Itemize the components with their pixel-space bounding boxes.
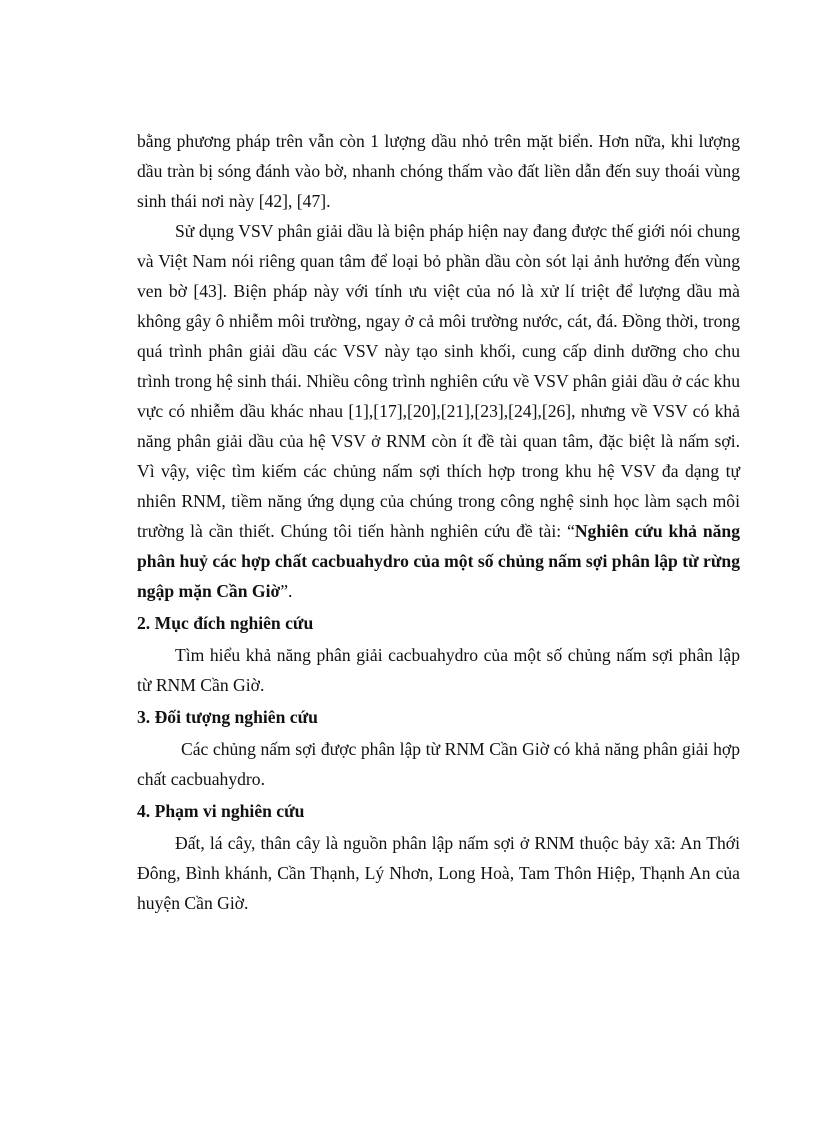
section-body-subjects: Các chủng nấm sợi được phân lập từ RNM Cần Giờ có khả năng phân giải hợp chất cacbuahydro. xyxy=(137,739,740,789)
paragraph-research-rationale xyxy=(137,216,740,606)
rationale-closing-quote: ”. xyxy=(280,581,293,601)
section-heading-scope: 4. Phạm vi nghiên cứu xyxy=(137,801,305,821)
thesis-title: Nghiên cứu khả năng phân huỷ các hợp chất cacbuahydro của một số chủng nấm sợi phân lập từ rừng ngập mặn Cần Giờ xyxy=(137,521,740,601)
rationale-text: Sử dụng VSV phân giải dầu là biện pháp hiện nay đang được thế giới nói chung và Việt Nam nói riêng quan tâm để loại bỏ phần dầu còn sót lại ảnh hưởng đến vùng ven bờ [43]. Biện pháp này với tính ưu việt của nó là xử lí triệt để lượng dầu mà không gây ô nhiễm môi trường, ngay ở cả môi trường nước, cát, đá. Đồng thời, trong quá trình phân giải dầu các VSV này tạo sinh khối, cung cấp dinh dưỡng cho chu trình trong hệ sinh thái. Nhiều công trình nghiên cứu về VSV phân giải dầu ở các khu vực có nhiễm dầu khác nhau [1],[17],[20],[21],[23],[24],[26], nhưng về VSV có khả năng phân giải dầu của hệ VSV ở RNM còn ít đề tài quan tâm, đặc biệt là nấm sợi. Vì vậy, việc tìm kiếm các chủng nấm sợi thích hợp trong khu hệ VSV đa dạng tự nhiên RNM, tiềm năng ứng dụng của chúng trong công nghệ sinh học làm sạch môi trường là cần thiết. Chúng tôi tiến hành nghiên cứu đề tài: “ xyxy=(137,221,740,541)
section-body-objective: Tìm hiểu khả năng phân giải cacbuahydro của một số chủng nấm sợi phân lập từ RNM Cần Giờ. xyxy=(137,645,740,695)
document-page xyxy=(137,126,740,918)
section-heading-subjects: 3. Đối tượng nghiên cứu xyxy=(137,707,318,727)
section-heading-objective: 2. Mục đích nghiên cứu xyxy=(137,613,314,633)
paragraph-intro-continuation: bằng phương pháp trên vẫn còn 1 lượng dầu nhỏ trên mặt biển. Hơn nữa, khi lượng dầu tràn bị sóng đánh vào bờ, nhanh chóng thấm vào đất liền dẫn đến suy thoái vùng sinh thái nơi này [42], [47]. xyxy=(137,131,740,211)
section-body-scope: Đất, lá cây, thân cây là nguồn phân lập nấm sợi ở RNM thuộc bảy xã: An Thới Đông, Bình khánh, Cần Thạnh, Lý Nhơn, Long Hoà, Tam Thôn Hiệp, Thạnh An của huyện Cần Giờ. xyxy=(137,833,740,913)
